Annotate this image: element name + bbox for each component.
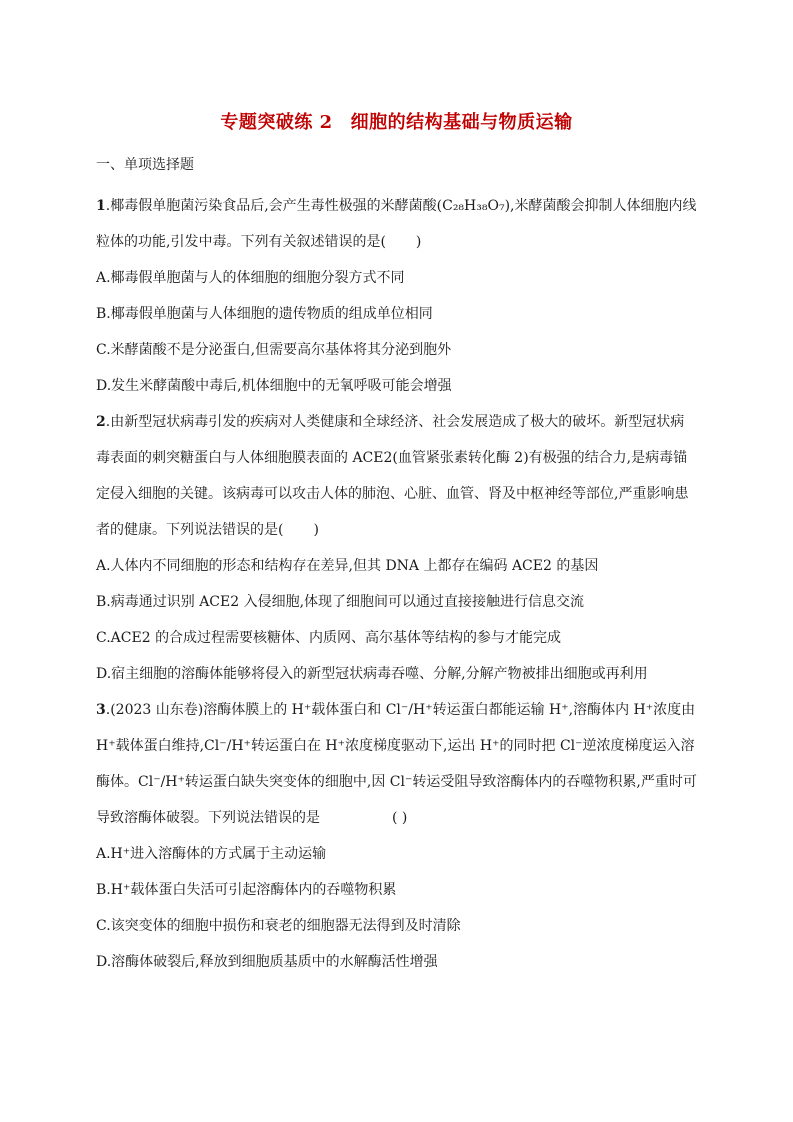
question-number: 1 bbox=[96, 198, 106, 214]
option-c: C.该突变体的细胞中损伤和衰老的细胞器无法得到及时清除 bbox=[96, 918, 461, 934]
answer-bracket: ) bbox=[415, 234, 422, 250]
question-number: 3 bbox=[96, 702, 106, 718]
question-number: 2 bbox=[96, 414, 106, 430]
option-b: B.椰毒假单胞菌与人体细胞的遗传物质的组成单位相同 bbox=[96, 306, 433, 322]
option-a: A.H⁺进入溶酶体的方式属于主动运输 bbox=[96, 846, 327, 862]
question-list bbox=[96, 188, 697, 980]
section-heading: 一、单项选择题 bbox=[96, 157, 194, 173]
answer-bracket: ( ) bbox=[392, 810, 408, 826]
question-2 bbox=[96, 404, 697, 692]
option-c: C.ACE2 的合成过程需要核糖体、内质网、高尔基体等结构的参与才能完成 bbox=[96, 630, 562, 646]
question-stem bbox=[96, 404, 697, 548]
answer-bracket: ) bbox=[313, 522, 319, 538]
option-d: D.宿主细胞的溶酶体能够将侵入的新型冠状病毒吞噬、分解,分解产物被排出细胞或再利用 bbox=[96, 666, 648, 682]
question-stem bbox=[96, 188, 697, 260]
option-d: D.发生米酵菌酸中毒后,机体细胞中的无氧呼吸可能会增强 bbox=[96, 378, 452, 394]
option-a: A.椰毒假单胞菌与人的体细胞的细胞分裂方式不同 bbox=[96, 270, 405, 286]
question-text: .椰毒假单胞菌污染食品后,会产生毒性极强的米酵菌酸(C₂₈H₃₈O₇),米酵菌酸会抑制人体细胞内线粒体的功能,引发中毒。下列有关叙述错误的是( bbox=[96, 198, 697, 250]
title-main: 细胞的结构基础与物质运输 bbox=[350, 112, 573, 133]
option-d: D.溶酶体破裂后,释放到细胞质基质中的水解酶活性增强 bbox=[96, 954, 438, 970]
question-1 bbox=[96, 188, 697, 404]
option-c: C.米酵菌酸不是分泌蛋白,但需要高尔基体将其分泌到胞外 bbox=[96, 342, 452, 358]
page-title bbox=[96, 110, 697, 136]
question-stem bbox=[96, 692, 697, 836]
question-3 bbox=[96, 692, 697, 980]
question-text: .(2023 山东卷)溶酶体膜上的 H⁺载体蛋白和 Cl⁻/H⁺转运蛋白都能运输 H⁺,溶酶体内 H⁺浓度由 H⁺载体蛋白维持,Cl⁻/H⁺转运蛋白在 H⁺浓度梯度驱动下,运出 H⁺的同时把 Cl⁻逆浓度梯度运入溶酶体。Cl⁻/H⁺转运蛋白缺失突变体的细胞中,因 Cl⁻转运受阻导致溶酶体内的吞噬物积累,严重时可导致溶酶体破裂。下列说法错误的是 bbox=[96, 702, 697, 826]
option-b: B.H⁺载体蛋白失活可引起溶酶体内的吞噬物积累 bbox=[96, 882, 397, 898]
title-prefix: 专题突破练 2 bbox=[220, 112, 333, 133]
option-b: B.病毒通过识别 ACE2 入侵细胞,体现了细胞间可以通过直接接触进行信息交流 bbox=[96, 594, 585, 610]
question-text: .由新型冠状病毒引发的疾病对人类健康和全球经济、社会发展造成了极大的破坏。新型冠状病毒表面的刺突糖蛋白与人体细胞膜表面的 ACE2(血管紧张素转化酶 2)有极强的结合力,是病毒锚定侵入细胞的关键。该病毒可以攻击人体的肺泡、心脏、血管、肾及中枢神经等部位,严重影响患者的健康。下列说法错误的是( bbox=[96, 414, 689, 538]
option-a: A.人体内不同细胞的形态和结构存在差异,但其 DNA 上都存在编码 ACE2 的基因 bbox=[96, 558, 599, 574]
